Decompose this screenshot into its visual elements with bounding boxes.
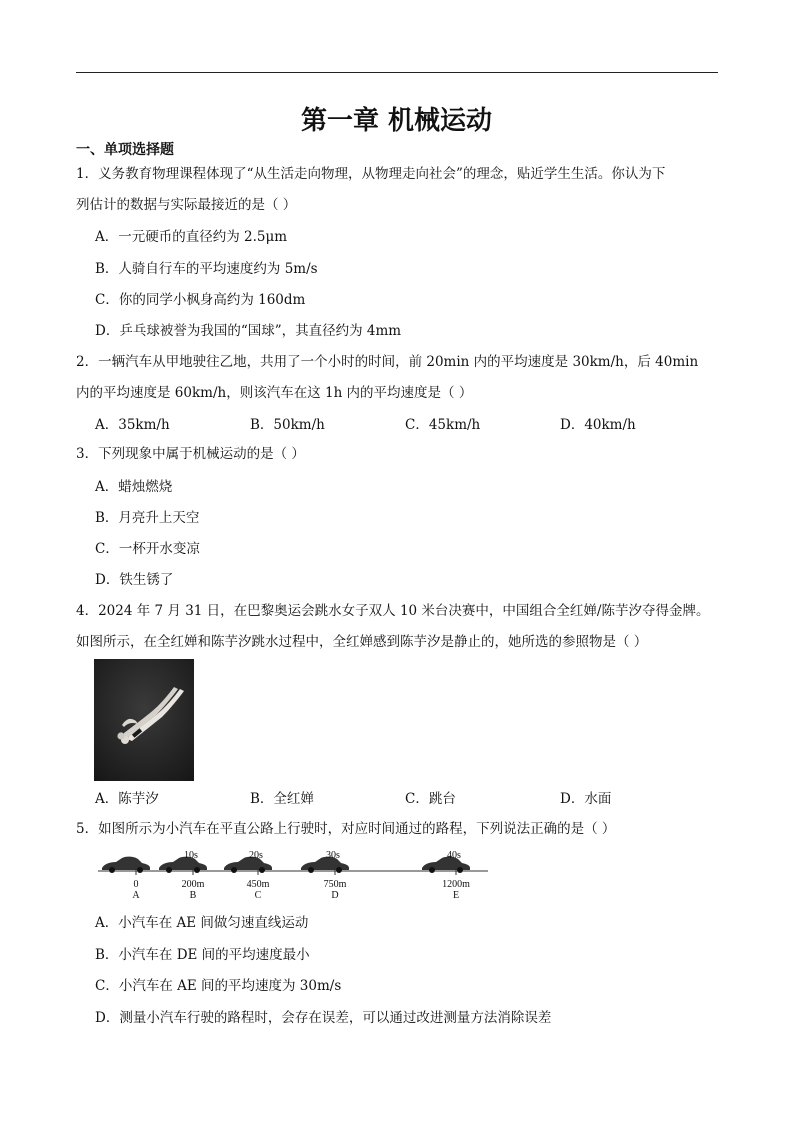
time-label: 40s xyxy=(447,850,461,861)
question-1-option-b[interactable]: B．人骑自行车的平均速度约为 5m/s xyxy=(95,261,318,277)
question-3-option-c[interactable]: C．一杯开水变凉 xyxy=(95,541,200,557)
distance-label: 450m xyxy=(246,879,270,890)
question-4-line1: 4．2024 年 7 月 31 日，在巴黎奥运会跳水女子双人 10 米台决赛中，中国组合全红婵/陈芋汐夺得金牌。 xyxy=(76,603,710,619)
time-label: 10s xyxy=(184,850,198,861)
question-5-option-a[interactable]: A．小汽车在 AE 间做匀速直线运动 xyxy=(95,915,309,931)
question-2-options xyxy=(95,415,715,435)
question-5-line1: 5．如图所示为小汽车在平直公路上行驶时，对应时间通过的路程，下列说法正确的是（ ） xyxy=(76,821,616,837)
question-4-option-b[interactable]: B．全红婵 xyxy=(250,791,314,807)
time-label: 30s xyxy=(326,850,340,861)
question-2-option-a[interactable]: A．35km/h xyxy=(95,417,170,433)
question-3-option-d[interactable]: D．铁生锈了 xyxy=(95,572,174,588)
question-5-option-d[interactable]: D．测量小汽车行驶的路程时，会存在误差，可以通过改进测量方法消除误差 xyxy=(95,1010,552,1026)
question-2-line2: 内的平均速度是 60km/h，则该汽车在这 1h 内的平均速度是（ ） xyxy=(76,385,473,401)
question-2-option-c[interactable]: C．45km/h xyxy=(405,417,481,433)
question-5-option-b[interactable]: B．小汽车在 DE 间的平均速度最小 xyxy=(95,947,310,963)
point-label: D xyxy=(331,890,339,901)
question-1-stem xyxy=(76,159,720,221)
question-3-option-b[interactable]: B．月亮升上天空 xyxy=(95,510,200,526)
question-1-option-a[interactable]: A．一元硬币的直径约为 2.5μm xyxy=(95,229,288,245)
time-label: 20s xyxy=(249,850,263,861)
question-4-options xyxy=(95,789,715,809)
question-4-line2: 如图所示，在全红婵和陈芋汐跳水过程中，全红婵感到陈芋汐是静止的，她所选的参照物是（ ） xyxy=(76,634,648,650)
distance-label: 0 xyxy=(133,879,139,890)
question-4-stem xyxy=(76,596,720,658)
question-2-option-b[interactable]: B．50km/h xyxy=(250,417,325,433)
distance-label: 750m xyxy=(323,879,347,890)
question-4-option-a[interactable]: A．陈芋汐 xyxy=(95,791,159,807)
question-4-option-c[interactable]: C．跳台 xyxy=(405,791,456,807)
page-title: 第一章 机械运动 xyxy=(300,106,493,136)
point-label: E xyxy=(452,890,460,901)
question-2-line1: 2．一辆汽车从甲地驶往乙地，共用了一个小时的时间，前 20min 内的平均速度是 30km/h，后 40min xyxy=(76,354,699,370)
question-1-option-d[interactable]: D．乒乓球被誉为我国的“国球”，其直径约为 4mm xyxy=(95,323,402,339)
question-1-line2: 列估计的数据与实际最接近的是（ ） xyxy=(76,197,297,213)
point-label: B xyxy=(189,890,197,901)
divers-figure xyxy=(94,659,194,781)
question-5-stem xyxy=(76,814,720,845)
point-label: A xyxy=(132,890,140,901)
question-1-line1: 1．义务教育物理课程体现了“从生活走向物理，从物理走向社会”的理念，贴近学生生活。你认为下 xyxy=(76,166,666,182)
question-5-option-c[interactable]: C．小汽车在 AE 间的平均速度为 30m/s xyxy=(95,978,342,994)
distance-label: 1200m xyxy=(442,879,470,890)
header-rule xyxy=(76,72,718,73)
question-2-stem xyxy=(76,347,720,409)
question-3-option-a[interactable]: A．蜡烛燃烧 xyxy=(95,479,173,495)
question-4-option-d[interactable]: D．水面 xyxy=(560,791,612,807)
section-title: 一、单项选择题 xyxy=(76,142,174,158)
distance-label: 200m xyxy=(181,879,205,890)
car-motion-diagram xyxy=(98,850,490,904)
diving-photo xyxy=(94,659,194,781)
question-2-option-d[interactable]: D．40km/h xyxy=(560,417,636,433)
point-label: C xyxy=(254,890,262,901)
question-1-option-c[interactable]: C．你的同学小枫身高约为 160dm xyxy=(95,292,306,308)
question-3-stem xyxy=(76,439,720,470)
question-3-line1: 3．下列现象中属于机械运动的是（ ） xyxy=(76,446,305,462)
